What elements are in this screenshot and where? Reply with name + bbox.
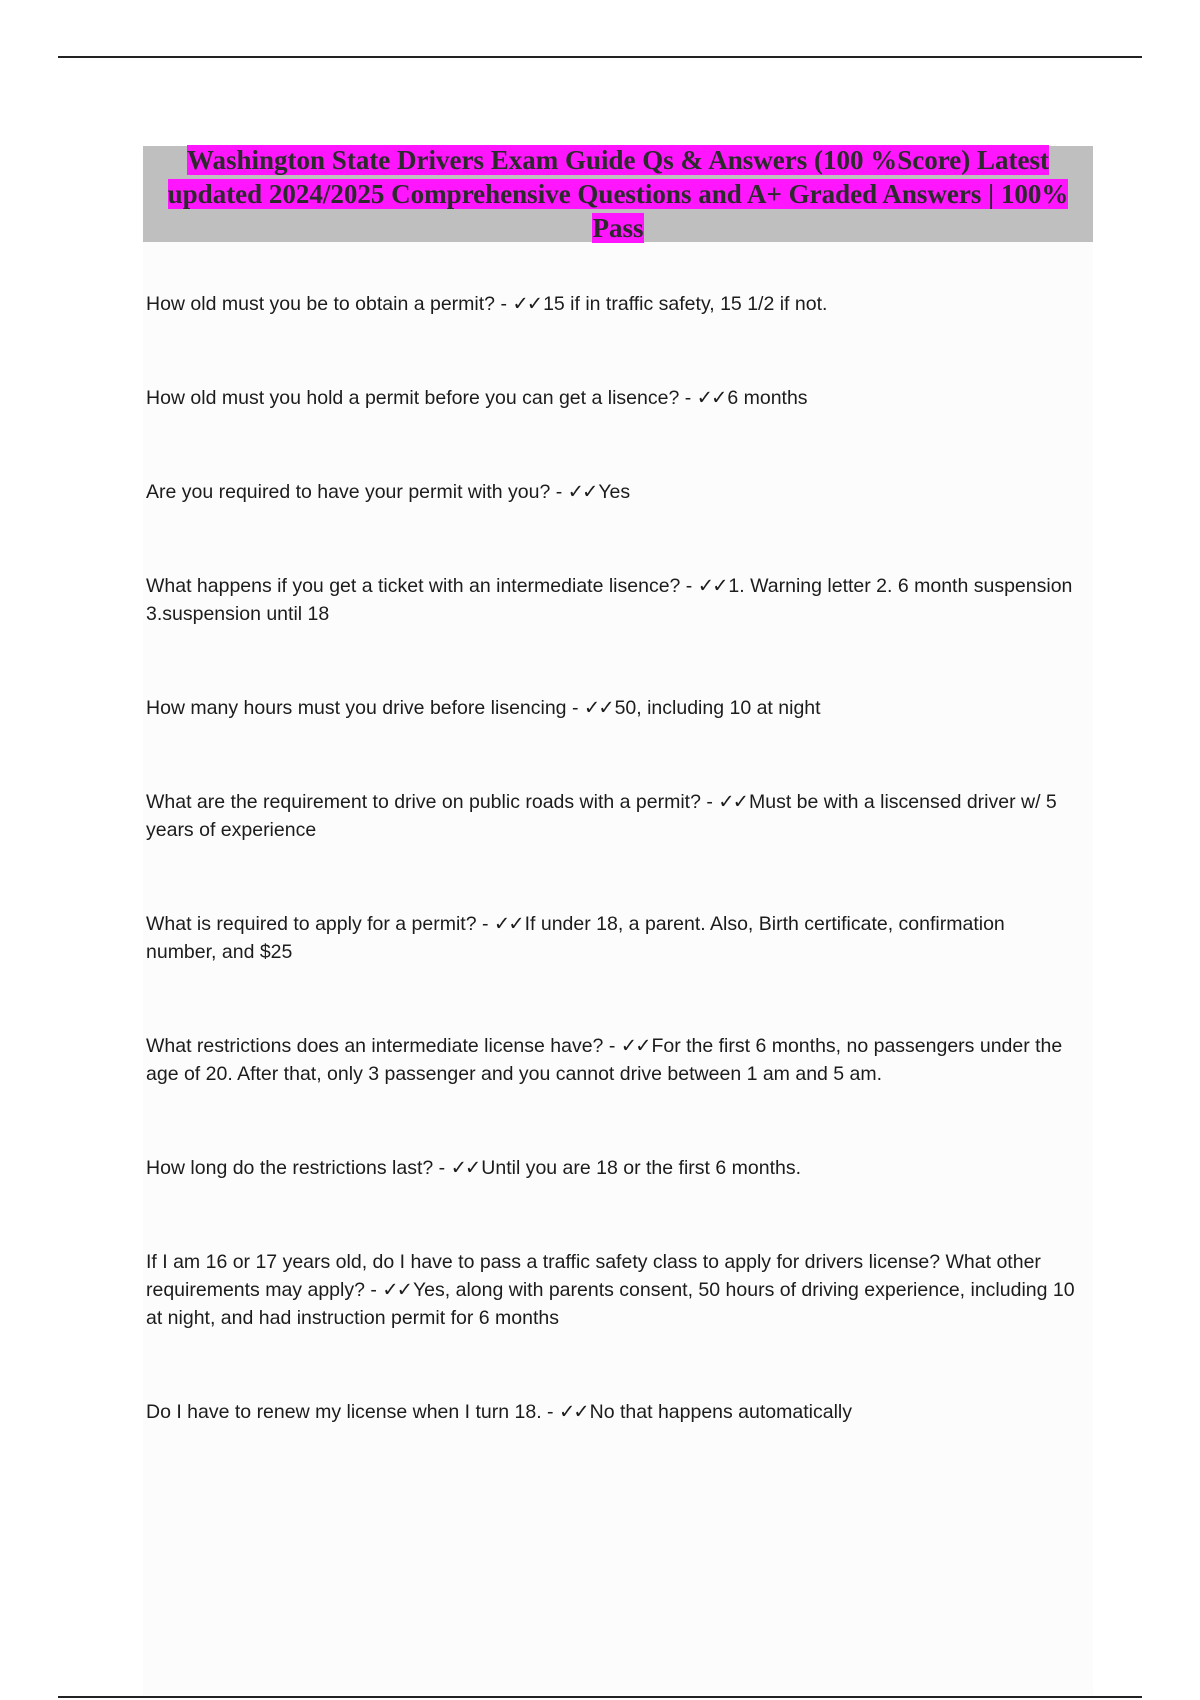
qa-item (146, 290, 1076, 318)
question-text: What happens if you get a ticket with an intermediate lisence? (146, 575, 681, 597)
bottom-rule (58, 1696, 1142, 1698)
separator: - (550, 481, 568, 503)
double-check-icon: ✓✓ (558, 1401, 588, 1423)
document-title (163, 143, 1073, 245)
double-check-icon: ✓✓ (696, 387, 726, 409)
qa-item (146, 478, 1076, 506)
question-text: How old must you hold a permit before you can get a lisence? (146, 387, 680, 409)
separator: - (566, 697, 584, 719)
answer-text: If under 18, a parent. Also, Birth certificate, confirmation number, and $25 (146, 913, 1005, 963)
double-check-icon: ✓✓ (718, 791, 747, 813)
double-check-icon: ✓✓ (567, 481, 597, 503)
separator: - (495, 293, 513, 315)
qa-item (146, 1248, 1076, 1332)
answer-text: Must be with a liscensed driver w/ 5 years of experience (146, 791, 1057, 841)
qa-item (146, 1398, 1076, 1426)
double-check-icon: ✓✓ (583, 697, 613, 719)
separator: - (476, 913, 494, 935)
question-text: What are the requirement to drive on public roads with a permit? (146, 791, 701, 813)
qa-item (146, 1154, 1076, 1182)
answer-text: Yes, along with parents consent, 50 hours of driving experience, including 10 at night, and had instruction permit for 6 months (146, 1279, 1075, 1329)
question-text: If I am 16 or 17 years old, do I have to pass a traffic safety class to apply for drivers license? What other requirements may apply? (146, 1251, 1041, 1301)
separator: - (680, 575, 698, 597)
question-text: How many hours must you drive before lisencing (146, 697, 567, 719)
double-check-icon: ✓✓ (697, 575, 727, 597)
separator: - (679, 387, 697, 409)
separator: - (541, 1401, 559, 1423)
qa-item (146, 910, 1076, 966)
qa-item (146, 1032, 1076, 1088)
double-check-icon: ✓✓ (382, 1279, 411, 1301)
title-highlight: Washington State Drivers Exam Guide Qs & Answers (100 %Score) Latest updated 2024/2025 Comprehensive Questions and A+ Graded Answers | 100% Pass (167, 145, 1069, 243)
question-text: How long do the restrictions last? (146, 1157, 434, 1179)
answer-text: Until you are 18 or the first 6 months. (481, 1157, 801, 1179)
answer-text: 50, including 10 at night (614, 697, 821, 719)
double-check-icon: ✓✓ (493, 913, 523, 935)
question-text: Are you required to have your permit with you? (146, 481, 551, 503)
top-rule (58, 56, 1142, 58)
qa-item (146, 788, 1076, 844)
answer-text: 6 months (727, 387, 808, 409)
question-text: How old must you be to obtain a permit? (146, 293, 496, 315)
qa-item (146, 384, 1076, 412)
question-text: Do I have to renew my license when I turn 18. (146, 1401, 542, 1423)
qa-item (146, 572, 1076, 628)
qa-item (146, 694, 1076, 722)
double-check-icon: ✓✓ (620, 1035, 650, 1057)
separator: - (433, 1157, 451, 1179)
answer-text: No that happens automatically (589, 1401, 852, 1423)
qa-list (146, 290, 1076, 1426)
separator: - (603, 1035, 621, 1057)
answer-text: 15 if in traffic safety, 15 1/2 if not. (543, 293, 828, 315)
double-check-icon: ✓✓ (450, 1157, 480, 1179)
question-text: What is required to apply for a permit? (146, 913, 477, 935)
answer-text: Yes (598, 481, 631, 503)
double-check-icon: ✓✓ (512, 293, 542, 315)
separator: - (364, 1279, 383, 1301)
question-text: What restrictions does an intermediate license have? (146, 1035, 604, 1057)
title-banner (143, 146, 1093, 242)
separator: - (700, 791, 719, 813)
answer-text: For the first 6 months, no passengers under the age of 20. After that, only 3 passenger and you cannot drive between 1 am and 5 am. (146, 1035, 1063, 1085)
answer-text: 1. Warning letter 2. 6 month suspension 3.suspension until 18 (146, 575, 1073, 625)
